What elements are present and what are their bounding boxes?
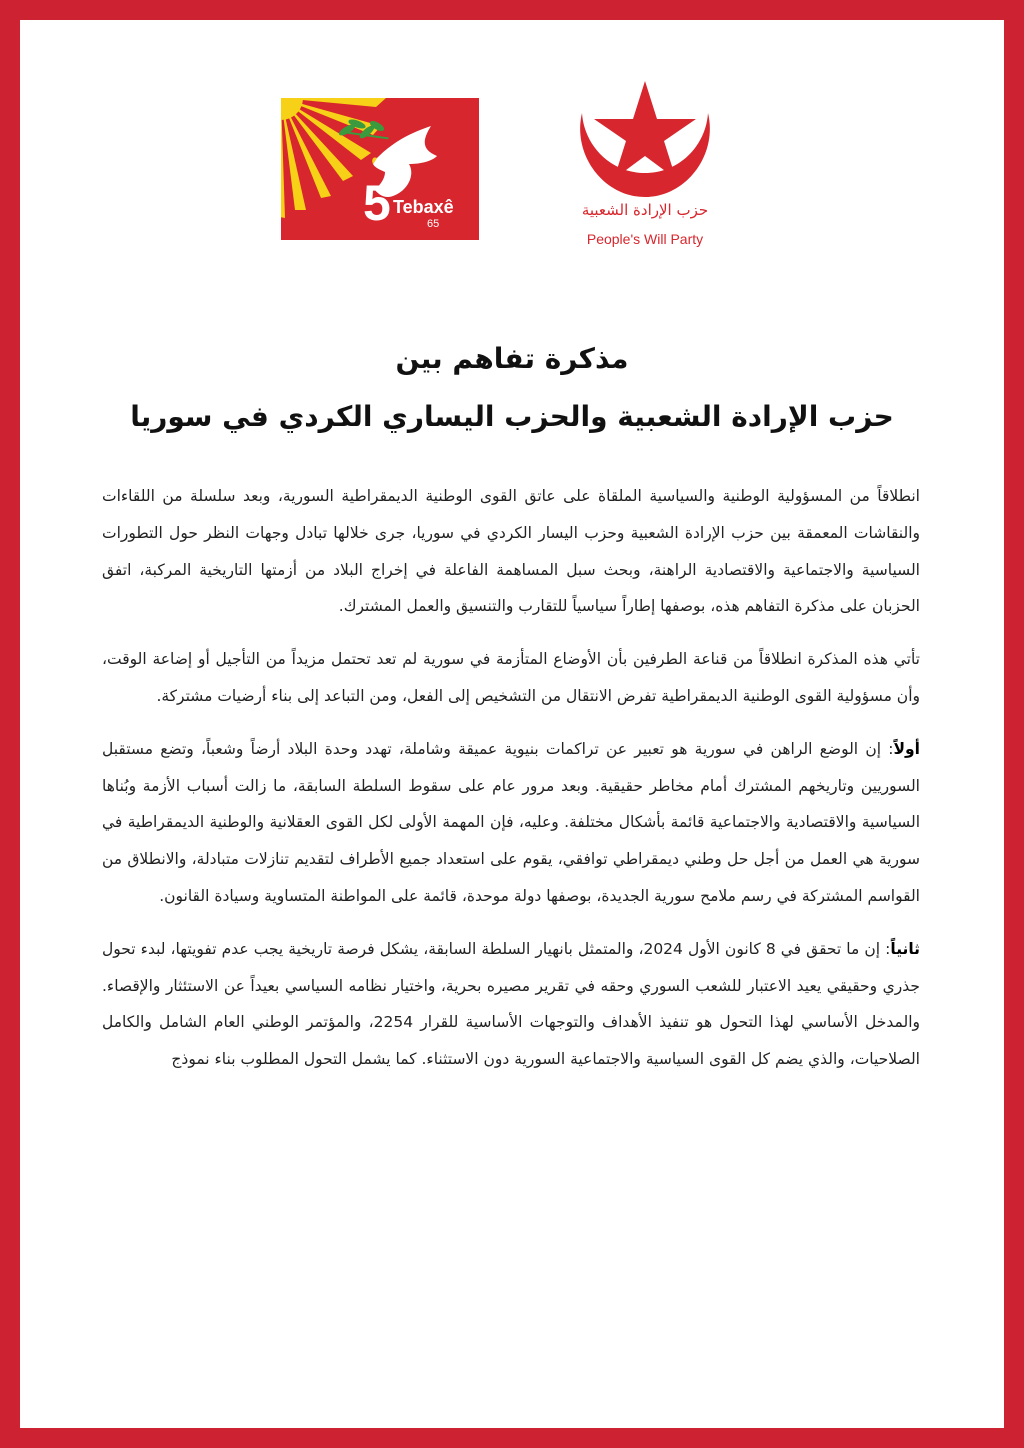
document-body bbox=[102, 478, 920, 1094]
paragraph-second-point bbox=[102, 931, 920, 1078]
star-crescent-icon bbox=[560, 75, 730, 200]
paragraph-first-point bbox=[102, 731, 920, 915]
paragraph-intro: انطلاقاً من المسؤولية الوطنية والسياسية الملقاة على عاتق القوى الوطنية الديمقراطية السورية، وبعد سلسلة من اللقاءات والنقاشات المعمقة بين حزب الإرادة الشعبية وحزب اليسار الكردي في سوريا، جرى خلالها تبادل وجهات النظر حول التطورات السياسية والاجتماعية والاقتصادية الراهنة، وبحث سبل المساهمة الفاعلة في إخراج البلاد من أزمتها التاريخية المركبة، اتفق الحزبان على مذكرة التفاهم هذه، بوصفها إطاراً سياسياً للتقارب والتنسيق والعمل المشترك. bbox=[102, 487, 920, 616]
paragraph-context: تأتي هذه المذكرة انطلاقاً من قناعة الطرفين بأن الأوضاع المتأزمة في سورية لم تعد تحتمل مزيداً من التأجيل أو إضاعة الوقت، وأن مسؤولية القوى الوطنية الديمقراطية تفرض الانتقال من التشخيص إلى الفعل، ومن التباعد إلى بناء أرضيات مشتركة. bbox=[102, 650, 920, 705]
tebaxe-number: 5 bbox=[363, 175, 391, 231]
party-name-english: People's Will Party bbox=[586, 231, 704, 247]
document-title-line-1: مذكرة تفاهم بين bbox=[395, 342, 629, 375]
peoples-will-party-logo bbox=[560, 75, 730, 255]
second-point-heading: ثانياً bbox=[890, 939, 920, 958]
tebaxe-subtitle: 65 bbox=[427, 218, 440, 230]
tebaxe-logo bbox=[281, 98, 479, 240]
document-title-line-2: حزب الإرادة الشعبية والحزب اليساري الكردي في سوريا bbox=[130, 400, 894, 433]
second-point-text: : إن ما تحقق في 8 كانون الأول 2024، والمتمثل بانهيار السلطة السابقة، يشكل فرصة تاريخية يجب عدم تفويتها، لبدء تحول جذري وحقيقي يعيد الاعتبار للشعب السوري وحقه في تقرير مصيره بحرية، واختيار نظامه السياسي بعيداً عن الاستئثار والإقصاء. والمدخل الأساسي لهذا التحول هو تنفيذ الأهداف والتوجهات الأساسية للقرار 2254، والمؤتمر الوطني العام الشامل والكامل الصلاحيات، والذي يضم كل القوى السياسية والاجتماعية السورية دون الاستثناء. كما يشمل التحول المطلوب بناء نموذج bbox=[102, 939, 920, 1069]
first-point-heading: أولاً bbox=[893, 739, 920, 758]
party-name-arabic: حزب الإرادة الشعبية bbox=[581, 201, 709, 219]
tebaxe-word: Tebaxê bbox=[393, 197, 454, 217]
first-point-text: : إن الوضع الراهن في سورية هو تعبير عن تراكمات بنيوية عميقة وشاملة، تهدد وحدة البلاد أرضاً وشعباً، وتضع مستقبل السوريين وتاريخهم المشترك أمام مخاطر حقيقية. وبعد مرور عام على سقوط السلطة السابقة، ما زالت أسباب الأزمة وبُناها السياسية والاقتصادية والاجتماعية قائمة بأشكال مختلفة. وعليه، فإن المهمة الأولى لكل القوى العقلانية والوطنية الديمقراطية في سورية هي العمل من أجل حل وطني ديمقراطي توافقي، يقوم على استعداد جميع الأطراف لتقديم تنازلات متبادلة، والانطلاق من القواسم المشتركة في رسم ملامح سورية الجديدة، بوصفها دولة موحدة، قائمة على المواطنة المتساوية وسيادة القانون. bbox=[102, 739, 920, 905]
